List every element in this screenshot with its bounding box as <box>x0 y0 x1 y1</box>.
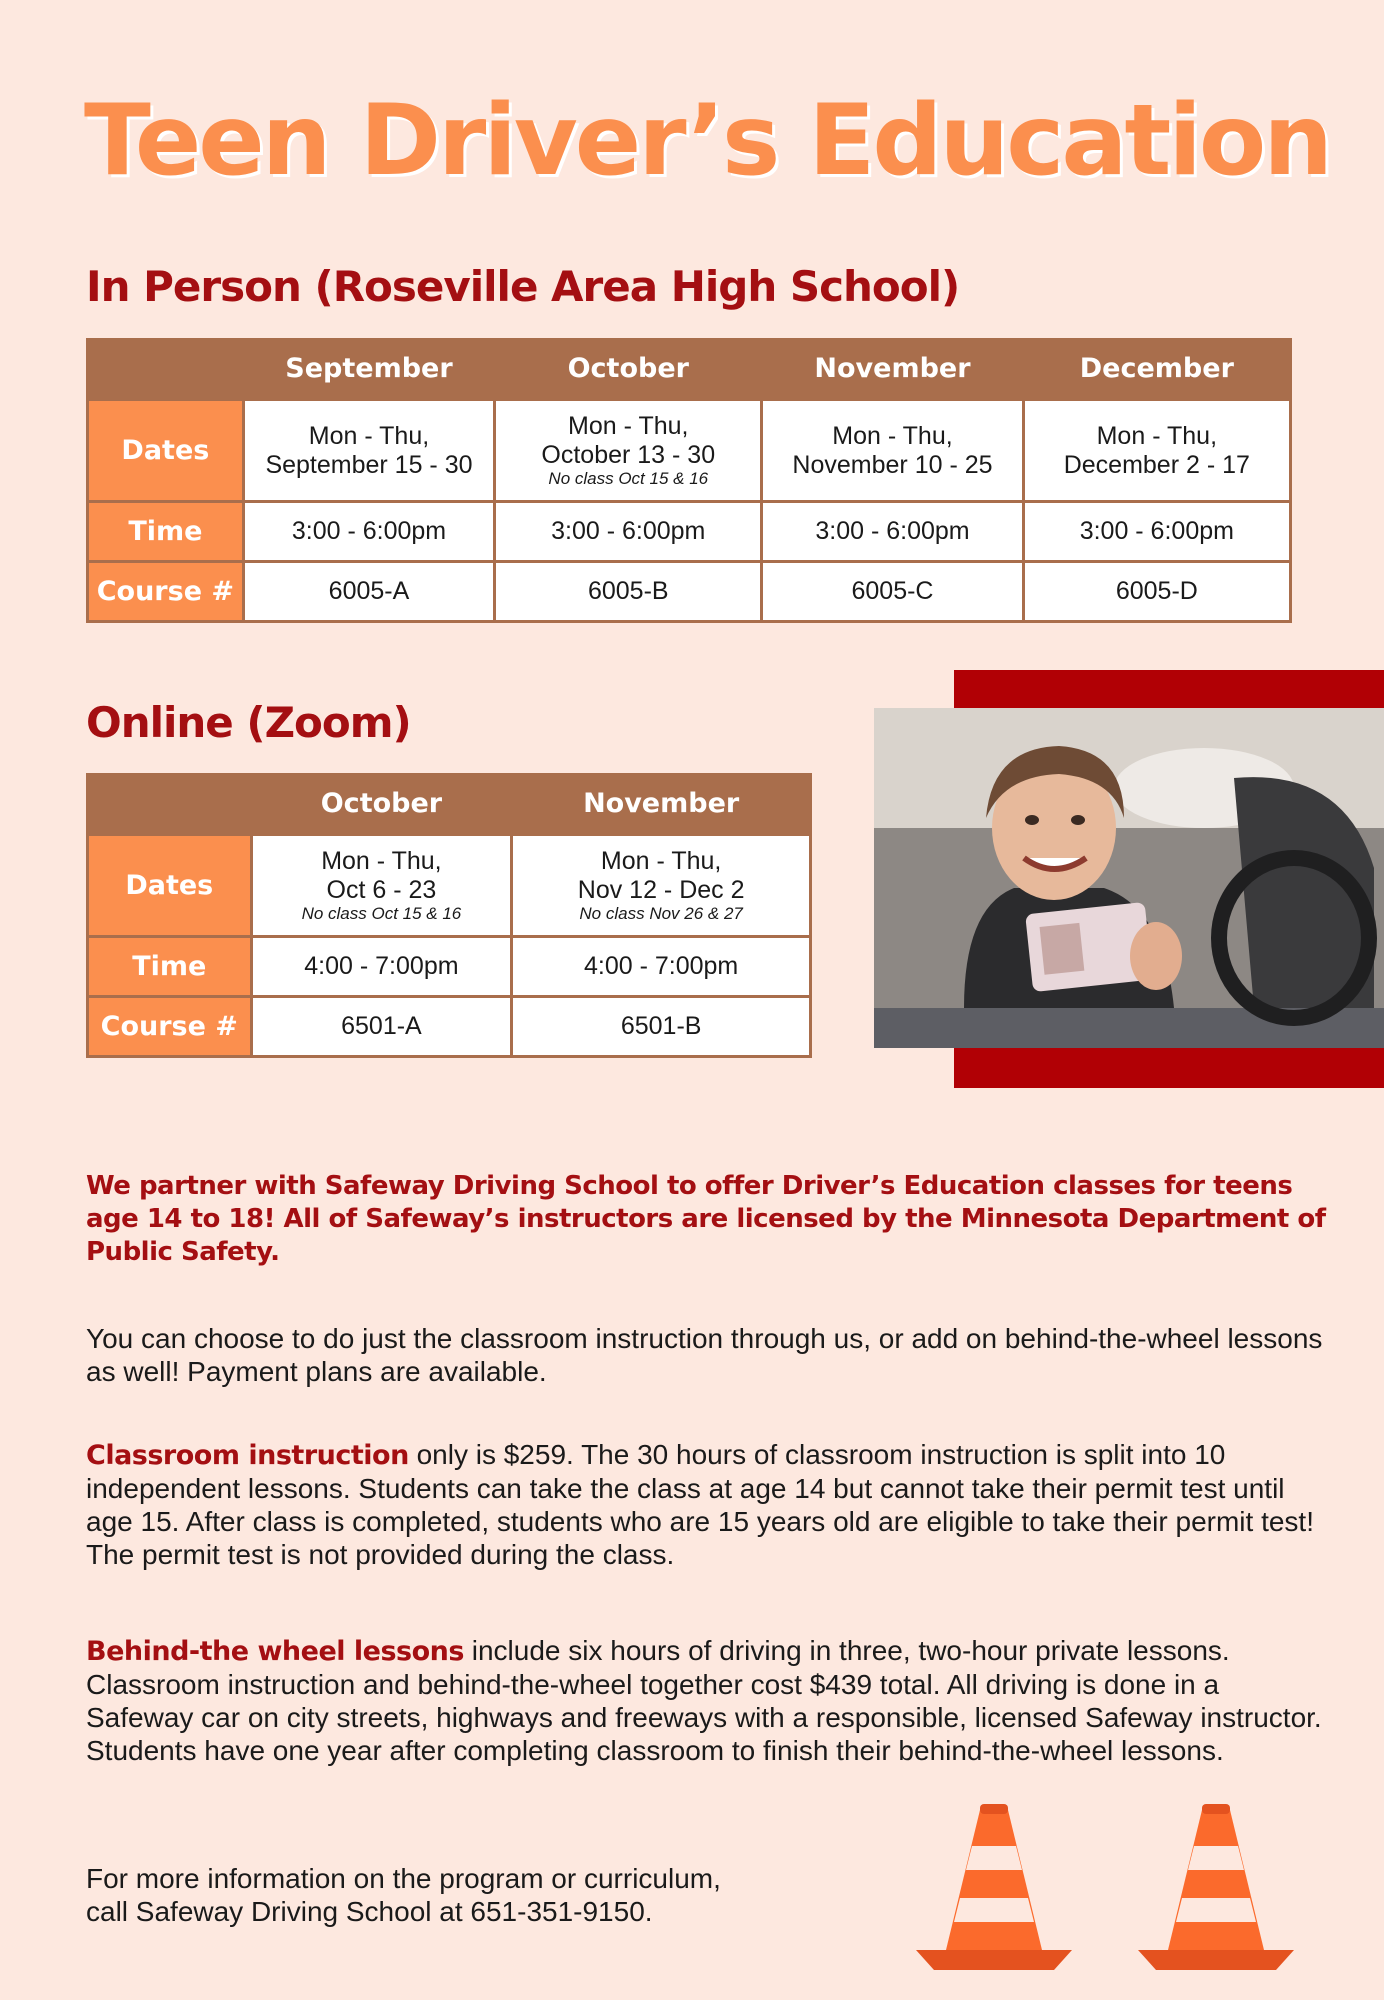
traffic-cone-icon <box>1136 1800 1296 1970</box>
dates-line1: Mon - Thu, <box>308 421 430 450</box>
dates-cell <box>243 400 494 502</box>
table-row <box>88 400 1291 502</box>
row-label-time: Time <box>88 937 252 997</box>
row-label-time: Time <box>88 502 244 562</box>
row-label-dates: Dates <box>88 835 252 937</box>
time-cell: 3:00 - 6:00pm <box>762 502 1023 562</box>
traffic-cone-icon <box>914 1800 1074 1970</box>
contact-line1: For more information on the program or curriculum, <box>86 1863 721 1894</box>
photo-frame <box>874 670 1384 1088</box>
dates-line2: November 10 - 25 <box>792 450 993 479</box>
teen-driver-photo <box>874 708 1384 1048</box>
table-row <box>88 937 811 997</box>
time-cell: 4:00 - 7:00pm <box>251 937 512 997</box>
course-cell: 6005-A <box>243 562 494 622</box>
month-header: October <box>495 338 762 400</box>
table-row <box>88 835 811 937</box>
dates-note: No class Oct 15 & 16 <box>301 904 462 924</box>
online-schedule-table <box>86 773 812 1058</box>
dates-line1: Mon - Thu, <box>600 846 722 875</box>
table-row <box>88 562 1291 622</box>
contact-paragraph <box>86 1862 906 1928</box>
dates-line2: December 2 - 17 <box>1063 450 1250 479</box>
contact-line2: call Safeway Driving School at 651-351-9150. <box>86 1896 653 1927</box>
classroom-text: only is $259. The 30 hours of classroom instruction is split into 10 independent lessons. Students can take the class at age 14 but cannot take their permit test until age 15. After class is completed, students who are 15 years old are eligible to take their permit test! The permit test is not provided during the class. <box>86 1439 1314 1570</box>
dates-line2: Nov 12 - Dec 2 <box>577 875 745 904</box>
dates-cell <box>762 400 1023 502</box>
time-cell: 3:00 - 6:00pm <box>495 502 762 562</box>
dates-line2: October 13 - 30 <box>541 440 716 469</box>
dates-line1: Mon - Thu, <box>1096 421 1218 450</box>
time-cell: 3:00 - 6:00pm <box>1023 502 1290 562</box>
intro-paragraph: We partner with Safeway Driving School to offer Driver’s Education classes for teens age 14 to 18! All of Safeway’s instructors are licensed by the Minnesota Department of Public Safety. <box>86 1171 1326 1267</box>
table-header-row <box>88 773 811 835</box>
course-cell: 6005-D <box>1023 562 1290 622</box>
table-header-row <box>88 338 1291 400</box>
corner-cell <box>88 773 252 835</box>
btw-lead: Behind-the wheel lessons <box>86 1636 464 1667</box>
time-cell: 3:00 - 6:00pm <box>243 502 494 562</box>
row-label-course: Course # <box>88 562 244 622</box>
dates-line1: Mon - Thu, <box>832 421 953 450</box>
month-header: December <box>1023 338 1290 400</box>
course-cell: 6501-B <box>512 997 811 1057</box>
table-row <box>88 997 811 1057</box>
dates-line2: Oct 6 - 23 <box>326 875 437 904</box>
course-cell: 6501-A <box>251 997 512 1057</box>
row-label-dates: Dates <box>88 400 244 502</box>
course-cell: 6005-C <box>762 562 1023 622</box>
dates-line2: September 15 - 30 <box>265 450 473 479</box>
in-person-schedule-table <box>86 338 1292 623</box>
dates-line1: Mon - Thu, <box>321 846 442 875</box>
dates-note: No class Oct 15 & 16 <box>548 469 709 489</box>
course-cell: 6005-B <box>495 562 762 622</box>
dates-cell <box>512 835 811 937</box>
online-heading: Online (Zoom) <box>86 698 411 747</box>
month-header: September <box>243 338 494 400</box>
month-header: October <box>251 773 512 835</box>
choose-paragraph: You can choose to do just the classroom instruction through us, or add on behind-the-wheel lessons as well! Payment plans are available. <box>86 1323 1323 1387</box>
month-header: November <box>512 773 811 835</box>
dates-cell <box>495 400 762 502</box>
corner-cell <box>88 338 244 400</box>
dates-line1: Mon - Thu, <box>568 411 689 440</box>
dates-cell <box>251 835 512 937</box>
time-cell: 4:00 - 7:00pm <box>512 937 811 997</box>
dates-note: No class Nov 26 & 27 <box>579 904 743 924</box>
btw-text: include six hours of driving in three, two-hour private lessons. Classroom instruction and behind-the-wheel together cost $439 total. All driving is done in a Safeway car on city streets, highways and freeways with a responsible, licensed Safeway instructor. Students have one year after completing classroom to finish their behind-the-wheel lessons. <box>86 1635 1322 1766</box>
table-row <box>88 502 1291 562</box>
row-label-course: Course # <box>88 997 252 1057</box>
month-header: November <box>762 338 1023 400</box>
classroom-paragraph <box>86 1438 1326 1571</box>
classroom-lead: Classroom instruction <box>86 1440 409 1471</box>
dates-cell <box>1023 400 1290 502</box>
in-person-heading: In Person (Roseville Area High School) <box>86 262 960 311</box>
behind-the-wheel-paragraph <box>86 1634 1326 1767</box>
page-title: Teen Driver’s Education <box>84 84 1331 198</box>
